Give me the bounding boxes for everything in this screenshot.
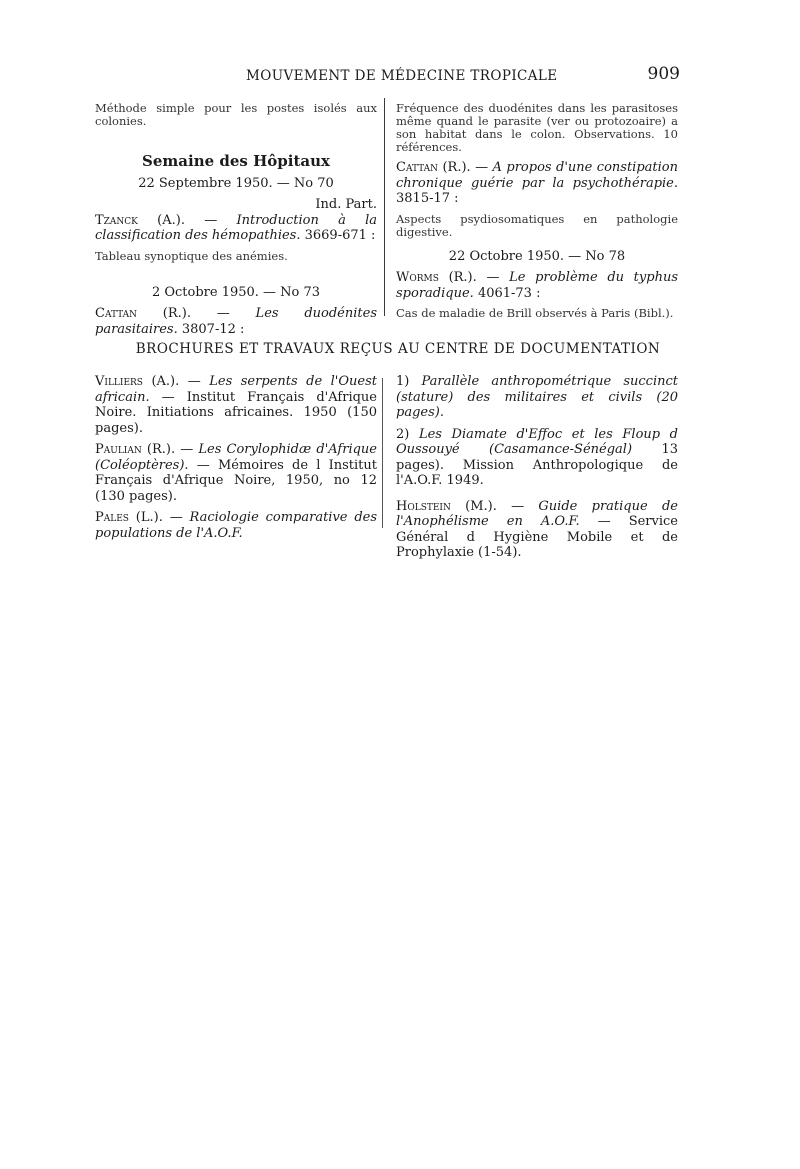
column-divider	[384, 98, 385, 316]
entry-author: Cattan (R.).	[396, 160, 471, 175]
column-divider	[382, 378, 383, 528]
header-title: MOUVEMENT DE MÉDECINE TROPICALE	[246, 68, 558, 84]
entry-pages: 3807-12 :	[181, 321, 245, 337]
issue-date: 22 Octobre 1950. — No 78	[448, 248, 626, 264]
item-title: Parallèle anthropométrique succinct (stature) des militaires et civils (20 pages).	[396, 374, 678, 420]
left-column-bottom	[95, 374, 377, 541]
entry-title: — A propos d'une constipation chronique guérie par la psychothérapie.	[396, 160, 678, 191]
entry-title: — Introduction à la classification des hémopathies.	[95, 212, 377, 243]
entry-title: — Les serpents de l'Ouest africain.	[95, 374, 377, 405]
right-column-top	[396, 102, 678, 320]
entry-pages: 3815-17 :	[396, 191, 459, 206]
brochure-entry	[95, 442, 377, 504]
entry-title: — Les duodénites parasitaires.	[95, 306, 377, 337]
entry-details: — Service Général d Hygiène Mobile et de Prophylaxie (1-54).	[396, 514, 678, 560]
entry-summary: Aspects psydiosomatiques en pathologie digestive.	[396, 211, 678, 239]
numbered-item	[396, 427, 678, 489]
issue-date: 2 Octobre 1950. — No 73	[151, 284, 321, 300]
page-number: 909	[647, 64, 680, 84]
entry-pages: 3669-671 :	[304, 228, 376, 243]
item-number: 1)	[396, 374, 410, 389]
brochures-heading: BROCHURES ET TRAVAUX REÇUS AU CENTRE DE DOCUMENTATION	[135, 341, 661, 357]
entry-details: — Institut Français d'Afrique Noire. Initiations africaines. 1950 (150 pages).	[95, 389, 377, 436]
item-title: Les Diamate d'Effoc et les Floup d Oussouyé (Casamance-Sénégal)	[396, 426, 679, 457]
bibliography-entry	[95, 306, 377, 337]
brochure-entry	[95, 510, 377, 541]
brochure-entry	[95, 374, 377, 436]
entry-author: Holstein (M.).	[396, 498, 497, 514]
entry-details: — Mémoires de l Institut Français d'Afrique Noire, 1950, no 12 (130 pages).	[95, 457, 377, 504]
entry-title: — Les Corylophidæ d'Afrique (Coléoptères).	[95, 442, 377, 473]
entry-author: Villiers (A.).	[95, 374, 180, 389]
bibliography-entry	[95, 213, 377, 244]
continuation-text: Fréquence des duodénites dans les parasitoses même quand le parasite (ver ou protozoaire) a son habitat dans le colon. Observations. 10 références.	[396, 101, 678, 154]
brochure-entry	[396, 499, 678, 561]
entry-summary: Cas de maladie de Brill observés à Paris (Bibl.).	[396, 306, 674, 320]
issue-subtitle: Ind. Part.	[315, 197, 377, 212]
section-title: Semaine des Hôpitaux	[142, 152, 330, 170]
item-details: 13 pages). Mission Anthropologique de l'A.O.F. 1949.	[396, 442, 678, 488]
bibliography-entry	[396, 160, 678, 207]
entry-author: Tzanck (A.).	[95, 212, 185, 228]
entry-author: Cattan (R.).	[95, 306, 191, 321]
entry-author: Worms (R.).	[396, 270, 477, 285]
entry-author: Pales (L.).	[95, 510, 163, 525]
numbered-item	[396, 374, 678, 421]
issue-date: 22 Septembre 1950. — No 70	[138, 175, 334, 191]
continuation-text: Méthode simple pour les postes isolés aux colonies.	[95, 101, 377, 128]
entry-summary: Tableau synoptique des anémies.	[95, 248, 288, 263]
entry-title: — Raciologie comparative des populations de l'A.O.F.	[95, 510, 378, 541]
entry-title: — Guide pratique de l'Anophélisme en A.O.F.	[396, 498, 678, 529]
entry-title: — Le problème du typhus sporadique.	[396, 270, 678, 301]
item-number: 2)	[396, 426, 410, 442]
bibliography-entry	[396, 270, 678, 301]
right-column-bottom	[396, 374, 678, 561]
entry-pages: 4061-73 :	[477, 285, 541, 301]
entry-author: Paulian (R.).	[95, 442, 176, 457]
left-column-top	[95, 102, 377, 337]
running-header	[96, 64, 680, 88]
